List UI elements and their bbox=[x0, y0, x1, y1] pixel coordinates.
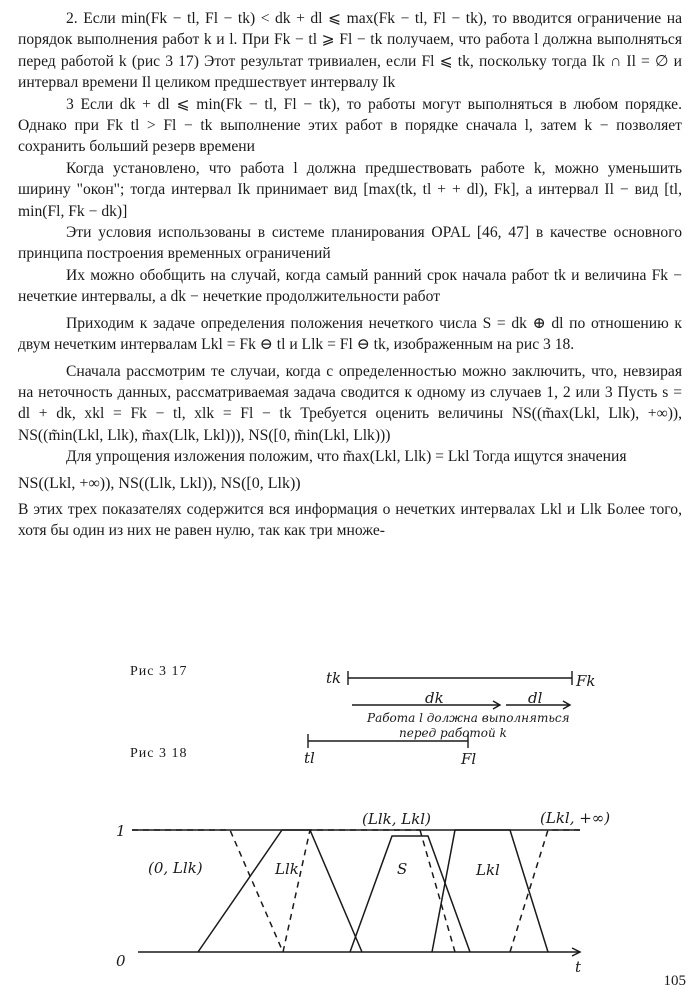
fig317-Fk-label: Fk bbox=[576, 672, 596, 690]
paragraph-case-3: 3 Если dk + dl ⩽ min(Fk − tl, Fl − tk), то работы могут выполняться в любом порядке. Однако при Fk tl > Fl − tk выполнение этих работ в порядке сначала l, затем k − позволяет сохранить больший резерв времени bbox=[18, 95, 682, 156]
fig318-caption: Рис 3 18 bbox=[130, 746, 188, 761]
paragraph-indicators: В этих трех показателях содержится вся информация о нечетких интервалах Lkl и Llk Более того, хотя бы один из них не равен нулю, так как три множе- bbox=[18, 500, 682, 540]
paragraph-generalize: Их можно обобщить на случай, когда самый ранний срок начала работ tk и величина Fk − нечеткие интервалы, а dk − нечеткие продолжительности работ bbox=[18, 266, 682, 306]
fig318-set-Llk bbox=[198, 830, 362, 952]
fig318-set-0-Llk bbox=[132, 830, 283, 952]
display-formula: NS((Lkl, +∞)), NS((Llk, Lkl)), NS([0, Llk)) bbox=[18, 474, 301, 492]
fig318-set-Lkl-inf bbox=[510, 830, 580, 952]
fig318-xlabel: t bbox=[575, 958, 582, 976]
paragraph-fuzzy-problem: Приходим к задаче определения положения нечеткого числа S = dk ⊕ dl по отношению к двум нечетким интервалам Lkl = Fk ⊖ tl и Llk = Fl ⊖ tk, изображенным на рис 3 18. bbox=[18, 314, 682, 354]
fig317-tk-label: tk bbox=[326, 669, 342, 687]
fig317-note-line1: Работа l должна выполняться bbox=[367, 711, 570, 725]
fig317-caption: Рис 3 17 bbox=[130, 664, 188, 679]
fig318-graph bbox=[132, 830, 580, 956]
paragraph-simplify: Для упрощения изложения положим, что m̃ax(Lkl, Llk) = Lkl Тогда ищутся значения bbox=[66, 448, 627, 466]
fig318-set-S bbox=[350, 836, 470, 952]
fig318-tl-label: tl bbox=[304, 749, 315, 767]
fig318-label-Llk-Lkl: (Llk, Lkl) bbox=[362, 810, 431, 828]
fig317-dl-label: dl bbox=[528, 689, 543, 707]
paragraph-case-2: 2. Если min(Fk − tl, Fl − tk) < dk + dl ⩽ max(Fk − tl, Fl − tk), то вводится ограничение на порядок выполнения работ k и l. При Fk − tl ⩾ Fl − tk получаем, что работа l должна выполняться перед работой k (рис 3 17) Этот результат тривиален, если Fl ⩽ tk, поскольку тогда Ik ∩ Il = ∅ и интервал времени Il целиком предшествует интервалу Ik bbox=[18, 10, 682, 92]
fig318-y0: 0 bbox=[116, 952, 126, 970]
fig318-label-0-Llk: (0, Llk) bbox=[148, 859, 203, 877]
fig318-label-Llk: Llk bbox=[275, 860, 299, 878]
fig318-label-Lkl: Lkl bbox=[476, 861, 500, 879]
fig317-dk-label: dk bbox=[425, 689, 444, 707]
fig318-label-Lkl-inf: (Lkl, +∞) bbox=[540, 809, 611, 827]
page-number: 105 bbox=[663, 973, 686, 989]
paragraph-window-shrink: Когда установлено, что работа l должна предшествовать работе k, можно уменьшить ширину "окон"; тогда интервал Ik принимает вид [max(tk, tl + + dl), Fk], а интервал Il − вид [tl, min(Fl, Fk − dk)] bbox=[18, 159, 682, 220]
fig318-set-Llk-Lkl-left bbox=[283, 830, 420, 952]
fig318-Fl-label: Fl bbox=[461, 750, 477, 768]
fig318-label-S: S bbox=[397, 860, 408, 878]
fig318-set-Llk-Lkl-right bbox=[420, 830, 455, 952]
fig318-y1: 1 bbox=[116, 822, 126, 840]
paragraph-cases: Сначала рассмотрим те случаи, когда с определенностью можно заключить, что, невзирая на неточность данных, рассматриваемая задача сводится к одному из случаев 1, 2 или 3 Пусть s = dl + dk, xkl = Fk − tl, xlk = Fl − tk Требуется оценить величины NS((m̃ax(Lkl, Llk), +∞)), NS((m̃in(Lkl, Llk), m̃ax(Llk, Lkl))), NS([0, m̃in(Lkl, Llk))) bbox=[18, 362, 682, 444]
paragraph-opal: Эти условия использованы в системе планирования OPAL [46, 47] в качестве основного принципа построения временных ограничений bbox=[18, 224, 682, 263]
fig317-note-line2: перед работой k bbox=[399, 726, 507, 740]
fig318-set-Lkl bbox=[432, 830, 548, 952]
